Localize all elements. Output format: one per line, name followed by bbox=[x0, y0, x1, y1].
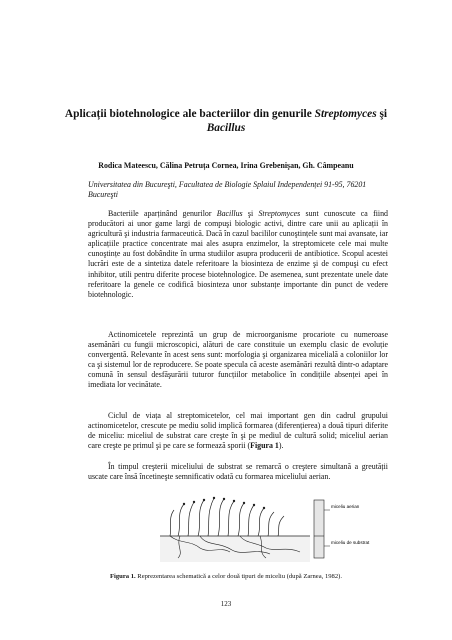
paragraph-2: Actinomicetele reprezintă un grup de microorganisme procariote cu numeroase asemănări cu fungii microscopici, alături de care constituie un exemplu clasic de evoluție convergentă. Relevante în acest sens sunt: morfologia şi organizarea micelială a coloniilor lor ca şi sistemul lor de reproducere. Se poate specula că aceste asemănări rezultă dintr-o adaptare comună în sensul desfăşurării tuturor funcțiilor metabolice în condițiile absenței apei în imediata lor vecinătate. bbox=[88, 330, 388, 390]
aerial-mycelium bbox=[170, 498, 284, 536]
author-list: Rodica Mateescu, Călina Petruța Cornea, Irina Grebenişan, Gh. Câmpeanu bbox=[98, 161, 354, 170]
page-number: 123 bbox=[220, 600, 232, 608]
mycelium-figure bbox=[160, 496, 370, 562]
label-substrate-mycelium: miceliu de substrat bbox=[331, 540, 370, 545]
title-genus-bacillus: Bacillus bbox=[206, 122, 246, 134]
profile-column bbox=[314, 500, 324, 558]
figure-caption bbox=[40, 573, 412, 580]
paragraph-3-block bbox=[88, 411, 388, 451]
title-genus-streptomyces: Streptomyces bbox=[314, 108, 377, 120]
title-text: Aplicații biotehnologice ale bacteriilor din genurile bbox=[64, 108, 315, 120]
paragraph-3: Ciclul de viața al streptomicetelor, cel mai important gen din cadrul grupului actinomicetelor, crescute pe mediu solid implică formarea (diferențierea) a două tipuri diferite de miceliu: miceliul de substrat care creşte în şi pe mediul de cultură solid; miceliul aerian care creşte pe primul şi pe care se formează sporii (Figura 1). bbox=[88, 411, 388, 451]
label-aerial-mycelium: miceliu aerian bbox=[331, 504, 360, 509]
caption-text: Reprezentarea schematică a celor două tipuri de miceliu (după Zarnea, 1982). bbox=[135, 573, 342, 580]
paragraph-1-block bbox=[88, 209, 388, 300]
affiliation: Universitatea din Bucureşti, Facultatea de Biologie Splaiul Independenței 91-95, 76201 Bucureşti bbox=[88, 180, 367, 199]
paper-title bbox=[40, 107, 412, 135]
paragraph-2-block bbox=[88, 330, 388, 391]
paragraph-4: În timpul creşterii miceliului de substrat se remarcă o creştere simultană a greutății uscate care însă încetineşte semnificativ odată cu formarea miceliului aerian. bbox=[88, 462, 388, 482]
caption-label: Figura 1. bbox=[110, 573, 136, 580]
title-conjunction: şi bbox=[376, 108, 388, 120]
substrate-layer bbox=[160, 536, 310, 562]
paragraph-1: Bacteriile aparținând genurilor Bacillus şi Streptomyces sunt cunoscute ca fiind producători ai unor game largi de compuşi biologic activi, dintre care unii au aplicații în agricultură şi industria farmaceutică. Dacă în cazul bacililor cunoştințele sunt mai avansate, iar aplicațiile practice concentrate mai ales asupra enzimelor, la streptomicete cele mai multe cunoştințe au fost dobândite în urma studiilor asupra producerii de antibiotice. Scopul acestei lucrări este de a sintetiza datele referitoare la biosinteza de enzime şi de compuşi cu efect inhibitor, utili pentru diferite procese biotehnologice. De asemenea, sunt prezentate unele date referitoare la genele ce codifică biosinteza unor substanțe importante din punct de vedere biotehnologic. bbox=[88, 209, 388, 299]
paragraph-4-block bbox=[88, 462, 388, 482]
